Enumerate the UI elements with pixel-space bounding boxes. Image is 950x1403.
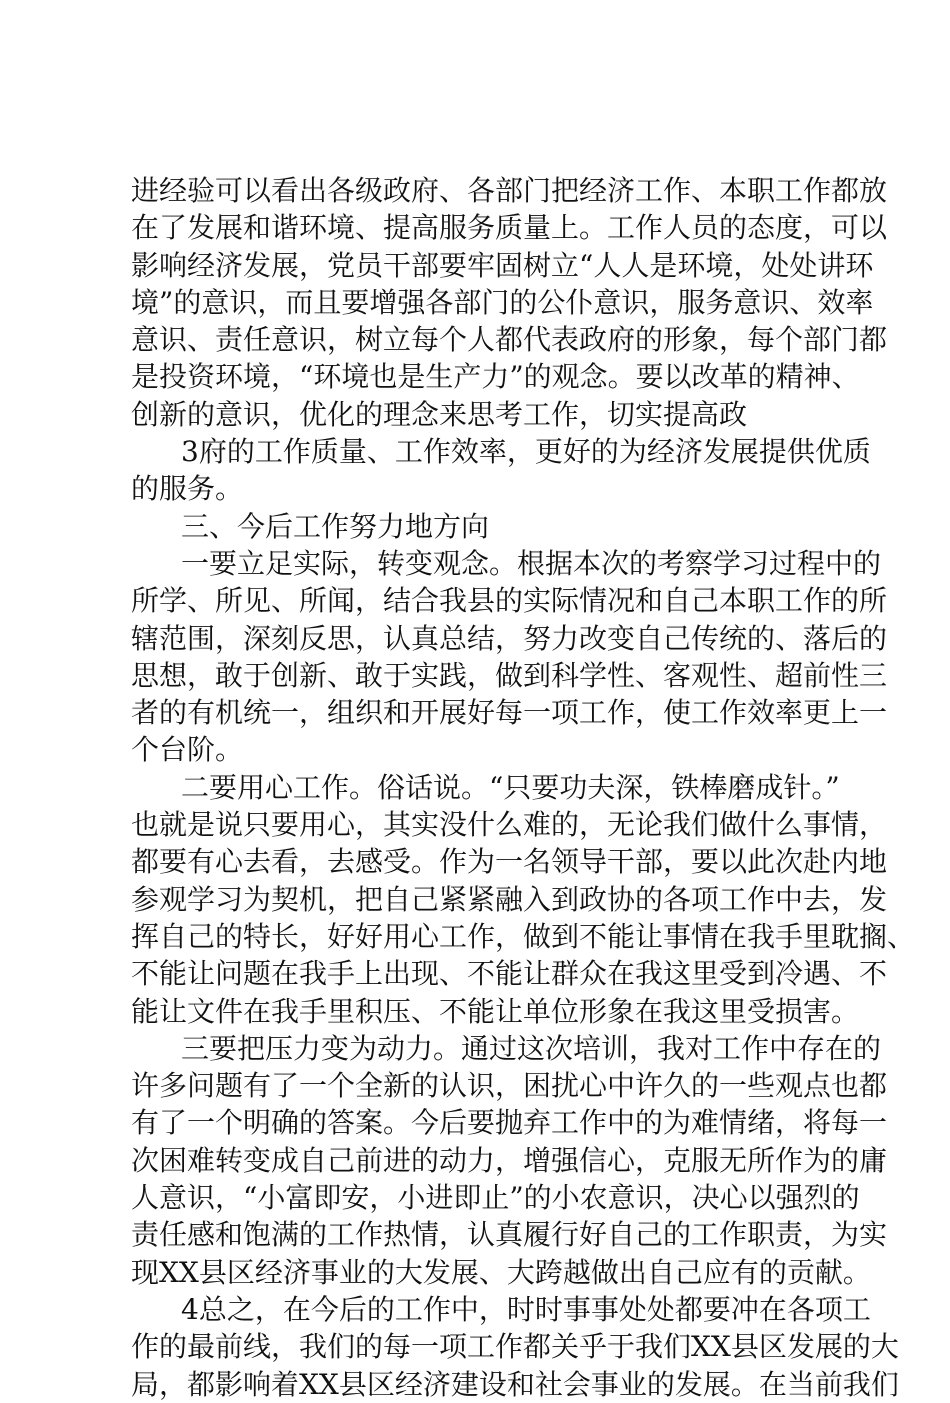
text-line: 能让文件在我手里积压、不能让单位形象在我这里受损害。 <box>131 994 860 1028</box>
text-line: 影响经济发展，党员干部要牢固树立“人人是环境，处处讲环 <box>131 248 874 282</box>
text-line: 也就是说只要用心，其实没什么难的，无论我们做什么事情， <box>131 808 888 842</box>
text-line: 有了一个明确的答案。今后要抛弃工作中的为难情绪，将每一 <box>131 1106 888 1140</box>
paragraph-first-line: 4总之，在今后的工作中，时时事事处处都要冲在各项工 <box>181 1292 871 1326</box>
document-body <box>131 172 916 1403</box>
text-line: 许多问题有了一个全新的认识，困扰心中许久的一些观点也都 <box>131 1069 888 1103</box>
text-line: 挥自己的特长，好好用心工作，做到不能让事情在我手里耽搁、 <box>131 919 916 953</box>
text-line: 个台阶。 <box>131 733 244 767</box>
text-line: 者的有机统一，组织和开展好每一项工作，使工作效率更上一 <box>131 696 888 730</box>
text-line: 不能让问题在我手上出现、不能让群众在我这里受到冷遇、不 <box>131 957 888 991</box>
text-line: 次困难转变成自己前进的动力，增强信心，克服无所作为的庸 <box>131 1143 888 1177</box>
text-line: 进经验可以看出各级政府、各部门把经济工作、本职工作都放 <box>131 174 888 207</box>
text-line: 意识、责任意识，树立每个人都代表政府的形象，每个部门都 <box>131 323 888 357</box>
paragraph-first-line: 3府的工作质量、工作效率，更好的为经济发展提供优质 <box>181 435 871 469</box>
text-line: 作的最前线，我们的每一项工作都关乎于我们XX县区发展的大 <box>131 1330 899 1364</box>
text-line: 现XX县区经济事业的大发展、大跨越做出自己应有的贡献。 <box>131 1255 871 1289</box>
text-line: 都要有心去看，去感受。作为一名领导干部，要以此次赴内地 <box>131 845 888 879</box>
text-line: 在了发展和谐环境、提高服务质量上。工作人员的态度，可以 <box>131 211 888 245</box>
text-line: 责任感和饱满的工作热情，认真履行好自己的工作职责，为实 <box>131 1218 888 1252</box>
paragraph-first-line: 三要把压力变为动力。通过这次培训，我对工作中存在的 <box>181 1031 882 1065</box>
text-line: 人意识，“小富即安，小进即止”的小农意识，决心以强烈的 <box>131 1181 860 1215</box>
text-line: 参观学习为契机，把自己紧紧融入到政协的各项工作中去，发 <box>131 882 888 916</box>
paragraph-first-line: 一要立足实际，转变观念。根据本次的考察学习过程中的 <box>181 546 882 580</box>
text-line: 所学、所见、所闻，结合我县的实际情况和自己本职工作的所 <box>131 584 888 618</box>
text-line: 局，都影响着XX县区经济建设和社会事业的发展。在当前我们 <box>131 1367 899 1401</box>
paragraph-first-line: 二要用心工作。俗话说。“只要功夫深，铁棒磨成针。” <box>181 770 840 804</box>
text-line: 的服务。 <box>131 472 244 506</box>
text-line: 思想，敢于创新、敢于实践，做到科学性、客观性、超前性三 <box>131 658 888 692</box>
text-line: 辖范围，深刻反思，认真总结，努力改变自己传统的、落后的 <box>131 621 888 655</box>
section-heading: 三、今后工作努力地方向 <box>181 509 490 543</box>
text-line: 创新的意识，优化的理念来思考工作，切实提高政 <box>131 397 748 431</box>
text-line: 是投资环境，“环境也是生产力”的观念。要以改革的精神、 <box>131 360 860 394</box>
text-line: 境”的意识，而且要增强各部门的公仆意识，服务意识、效率 <box>131 285 874 319</box>
